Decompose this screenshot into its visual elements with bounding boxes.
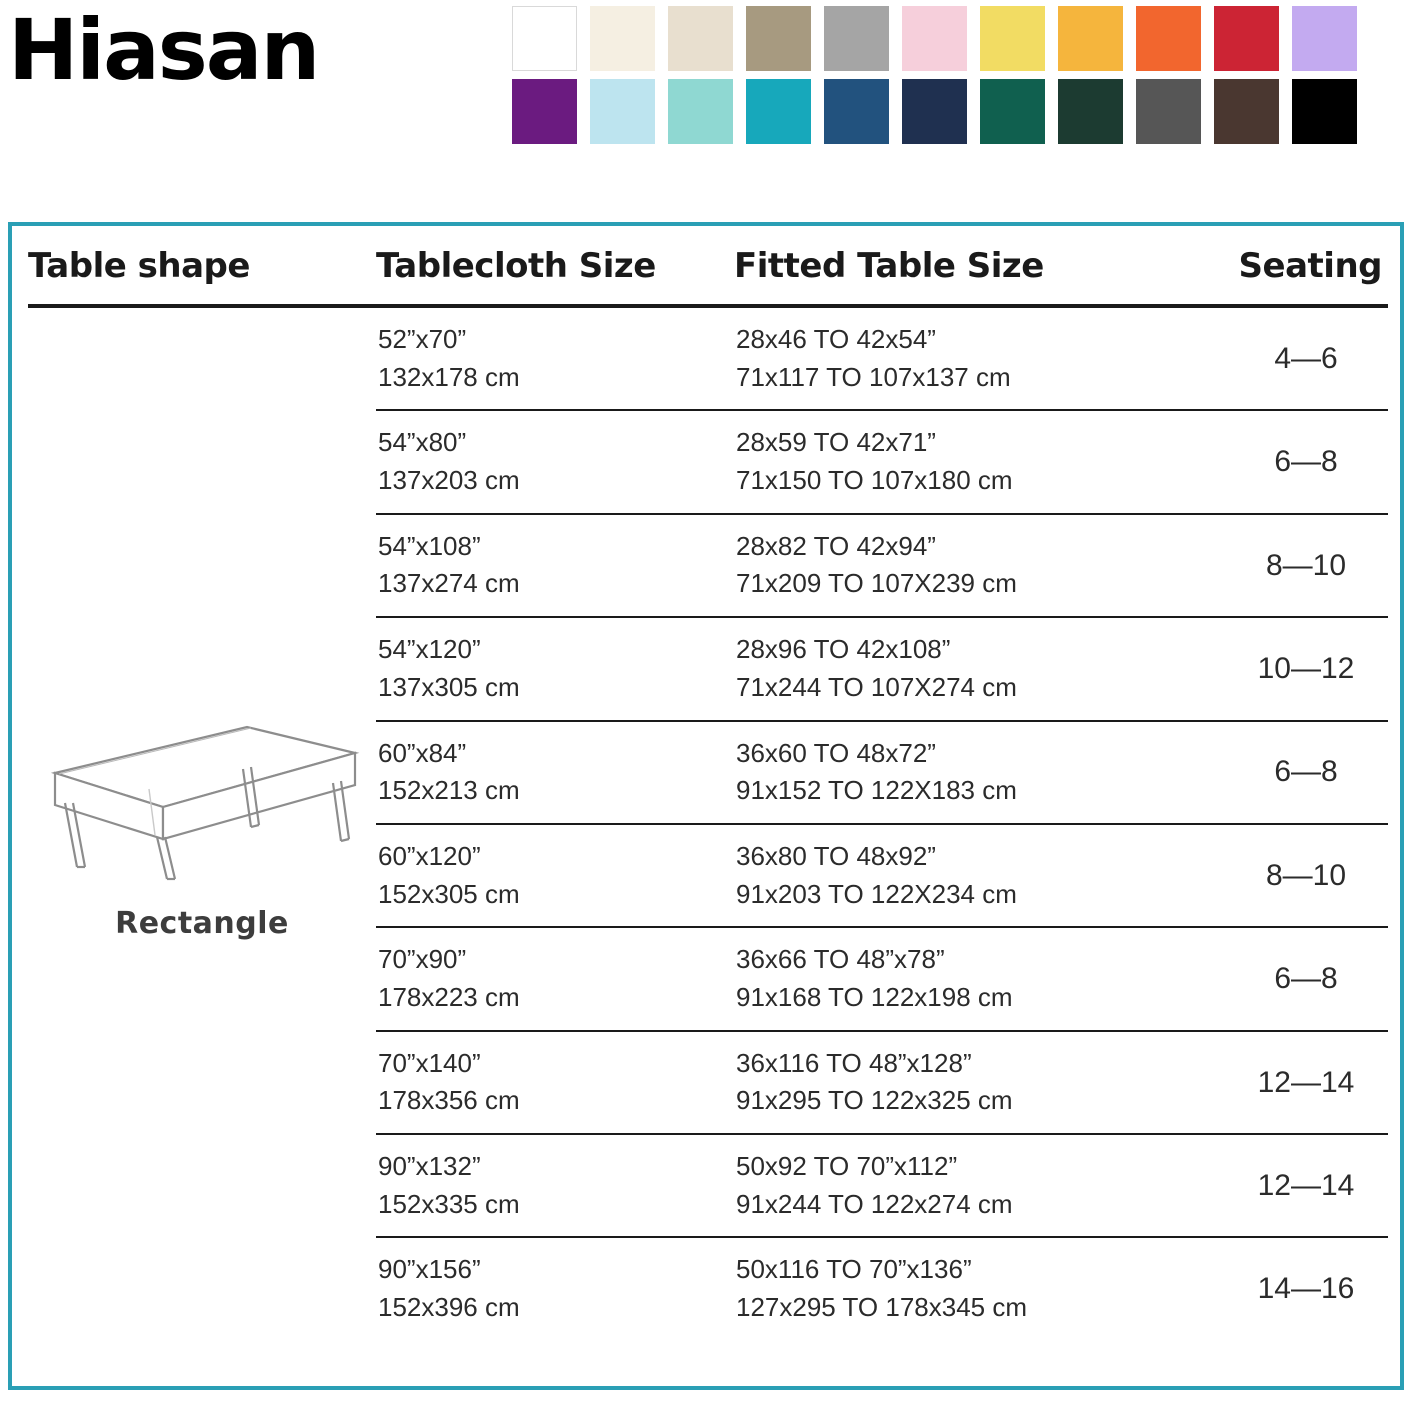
fitted-size-cm: 71x117 TO 107x137 cm: [736, 361, 1011, 392]
cell-tablecloth-size: [376, 410, 734, 513]
cell-tablecloth-size: [376, 306, 734, 410]
color-swatch-gold[interactable]: [1058, 6, 1123, 71]
fitted-size-inches: 28x96 TO 42x108”: [736, 634, 951, 665]
tablecloth-size-cm: 152x305 cm: [378, 878, 520, 909]
cell-seating: 6—8: [1224, 721, 1388, 824]
cell-tablecloth-size: [376, 617, 734, 720]
tablecloth-size-inches: 52”x70”: [378, 324, 467, 354]
color-swatch-black[interactable]: [1292, 79, 1357, 144]
cell-seating: 14—16: [1257, 1272, 1355, 1306]
cell-fitted-table-size: [734, 306, 1224, 410]
color-swatch-taupe[interactable]: [746, 6, 811, 71]
tablecloth-size-cm: 152x396 cm: [378, 1292, 520, 1323]
fitted-size-inches: 28x82 TO 42x94”: [736, 530, 936, 561]
table-head: [28, 246, 1388, 306]
color-swatch-white[interactable]: [512, 6, 577, 71]
cell-seating: 12—14: [1224, 1134, 1388, 1237]
tablecloth-size-cm: 137x305 cm: [378, 671, 520, 702]
fitted-size-cm: 71x244 TO 107X274 cm: [736, 671, 1017, 702]
cell-seating: 6—8: [1224, 410, 1388, 513]
tablecloth-size-cm: 152x213 cm: [378, 775, 520, 806]
fitted-size-inches: 36x80 TO 48x92”: [736, 840, 936, 871]
color-swatch-purple[interactable]: [512, 79, 577, 144]
cell-fitted-table-size: [734, 514, 1224, 617]
color-swatch-aqua[interactable]: [668, 79, 733, 144]
cell-seating: 6—8: [1224, 927, 1388, 1030]
table-row: [28, 306, 1388, 410]
tablecloth-size-cm: 178x356 cm: [378, 1085, 520, 1116]
color-swatch-dark-green[interactable]: [1058, 79, 1123, 144]
cell-tablecloth-size: [376, 1134, 734, 1237]
cell-fitted-table-size: [734, 721, 1224, 824]
brand-logo: Hiasan: [8, 1, 319, 99]
fitted-size-cm: 91x168 TO 122x198 cm: [736, 981, 1013, 1012]
fitted-size-inches: 50x92 TO 70”x112”: [736, 1151, 958, 1181]
rectangle-table-illustration: [37, 707, 367, 887]
fitted-size-inches: 28x59 TO 42x71”: [736, 427, 936, 458]
color-swatch-blue[interactable]: [824, 79, 889, 144]
tablecloth-size-inches: 70”x140”: [378, 1047, 481, 1078]
cell-tablecloth-size: [376, 1237, 734, 1339]
fitted-size-cm: 91x152 TO 122X183 cm: [736, 775, 1017, 806]
color-swatch-emerald[interactable]: [980, 79, 1045, 144]
color-swatch-charcoal[interactable]: [1136, 79, 1201, 144]
cell-seating: 10—12: [1224, 617, 1388, 720]
cell-seating: 4—6: [1224, 306, 1388, 410]
color-swatch-yellow[interactable]: [980, 6, 1045, 71]
fitted-size-cm: 127x295 TO 178x345 cm: [736, 1292, 1028, 1323]
color-swatch-grid: [512, 6, 1357, 144]
fitted-size-inches: 36x60 TO 48x72”: [736, 737, 936, 768]
cell-fitted-table-size: [734, 1134, 1224, 1237]
size-chart-table: [28, 246, 1388, 1340]
column-header-fitted-table-size: Fitted Table Size: [734, 246, 1044, 286]
cell-fitted-table-size: [734, 1237, 1224, 1339]
page-header: [0, 0, 1416, 190]
cell-seating: 12—14: [1224, 1031, 1388, 1134]
color-swatch-ivory[interactable]: [590, 6, 655, 71]
color-swatch-navy[interactable]: [902, 79, 967, 144]
color-swatch-beige[interactable]: [668, 6, 733, 71]
color-swatch-orange[interactable]: [1136, 6, 1201, 71]
table-header-row: [28, 246, 1388, 306]
cell-tablecloth-size: [376, 721, 734, 824]
size-chart-card: [8, 222, 1404, 1390]
tablecloth-size-cm: 137x274 cm: [378, 568, 520, 599]
fitted-size-cm: 91x244 TO 122x274 cm: [736, 1188, 1013, 1219]
cell-seating: 8—10: [1224, 514, 1388, 617]
shape-label: Rectangle: [115, 905, 289, 941]
column-header-tablecloth-size: Tablecloth Size: [376, 246, 656, 286]
cell-fitted-table-size: [734, 824, 1224, 927]
cell-seating: 8—10: [1224, 824, 1388, 927]
shape-figure: [37, 707, 367, 941]
tablecloth-size-inches: 54”x80”: [378, 427, 467, 458]
tablecloth-size-inches: 60”x120”: [378, 840, 481, 871]
color-swatch-light-blue[interactable]: [590, 79, 655, 144]
column-header-seating: Seating: [1238, 246, 1382, 286]
cell-tablecloth-size: [376, 514, 734, 617]
cell-tablecloth-size: [376, 1031, 734, 1134]
fitted-size-cm: 71x150 TO 107x180 cm: [736, 465, 1013, 496]
cell-tablecloth-size: [376, 824, 734, 927]
color-swatch-grey[interactable]: [824, 6, 889, 71]
tablecloth-size-cm: 132x178 cm: [378, 361, 520, 392]
color-swatch-row-2: [512, 79, 1357, 144]
color-swatch-teal[interactable]: [746, 79, 811, 144]
tablecloth-size-inches: 54”x120”: [378, 634, 481, 665]
table-body: [28, 306, 1388, 1340]
color-swatch-pink[interactable]: [902, 6, 967, 71]
cell-fitted-table-size: [734, 617, 1224, 720]
fitted-size-inches: 50x116 TO 70”x136”: [736, 1254, 972, 1285]
tablecloth-size-inches: 90”x132”: [378, 1151, 481, 1181]
color-swatch-lavender[interactable]: [1292, 6, 1357, 71]
color-swatch-row-1: [512, 6, 1357, 71]
fitted-size-cm: 71x209 TO 107X239 cm: [736, 568, 1017, 599]
fitted-size-inches: 28x46 TO 42x54”: [736, 324, 936, 354]
fitted-size-cm: 91x295 TO 122x325 cm: [736, 1085, 1013, 1116]
tablecloth-size-inches: 70”x90”: [378, 944, 467, 975]
tablecloth-size-inches: 90”x156”: [378, 1254, 481, 1285]
cell-fitted-table-size: [734, 1031, 1224, 1134]
fitted-size-inches: 36x116 TO 48”x128”: [736, 1047, 972, 1078]
color-swatch-red[interactable]: [1214, 6, 1279, 71]
cell-tablecloth-size: [376, 927, 734, 1030]
fitted-size-cm: 91x203 TO 122X234 cm: [736, 878, 1017, 909]
cell-fitted-table-size: [734, 410, 1224, 513]
fitted-size-inches: 36x66 TO 48”x78”: [736, 944, 945, 975]
tablecloth-size-inches: 54”x108”: [378, 530, 481, 561]
tablecloth-size-cm: 178x223 cm: [378, 981, 520, 1012]
tablecloth-size-cm: 152x335 cm: [378, 1188, 520, 1219]
column-header-table-shape: Table shape: [28, 246, 250, 286]
color-swatch-dark-brown[interactable]: [1214, 79, 1279, 144]
cell-fitted-table-size: [734, 927, 1224, 1030]
tablecloth-size-inches: 60”x84”: [378, 737, 467, 768]
table-shape-cell: [28, 306, 376, 1340]
tablecloth-size-cm: 137x203 cm: [378, 465, 520, 496]
